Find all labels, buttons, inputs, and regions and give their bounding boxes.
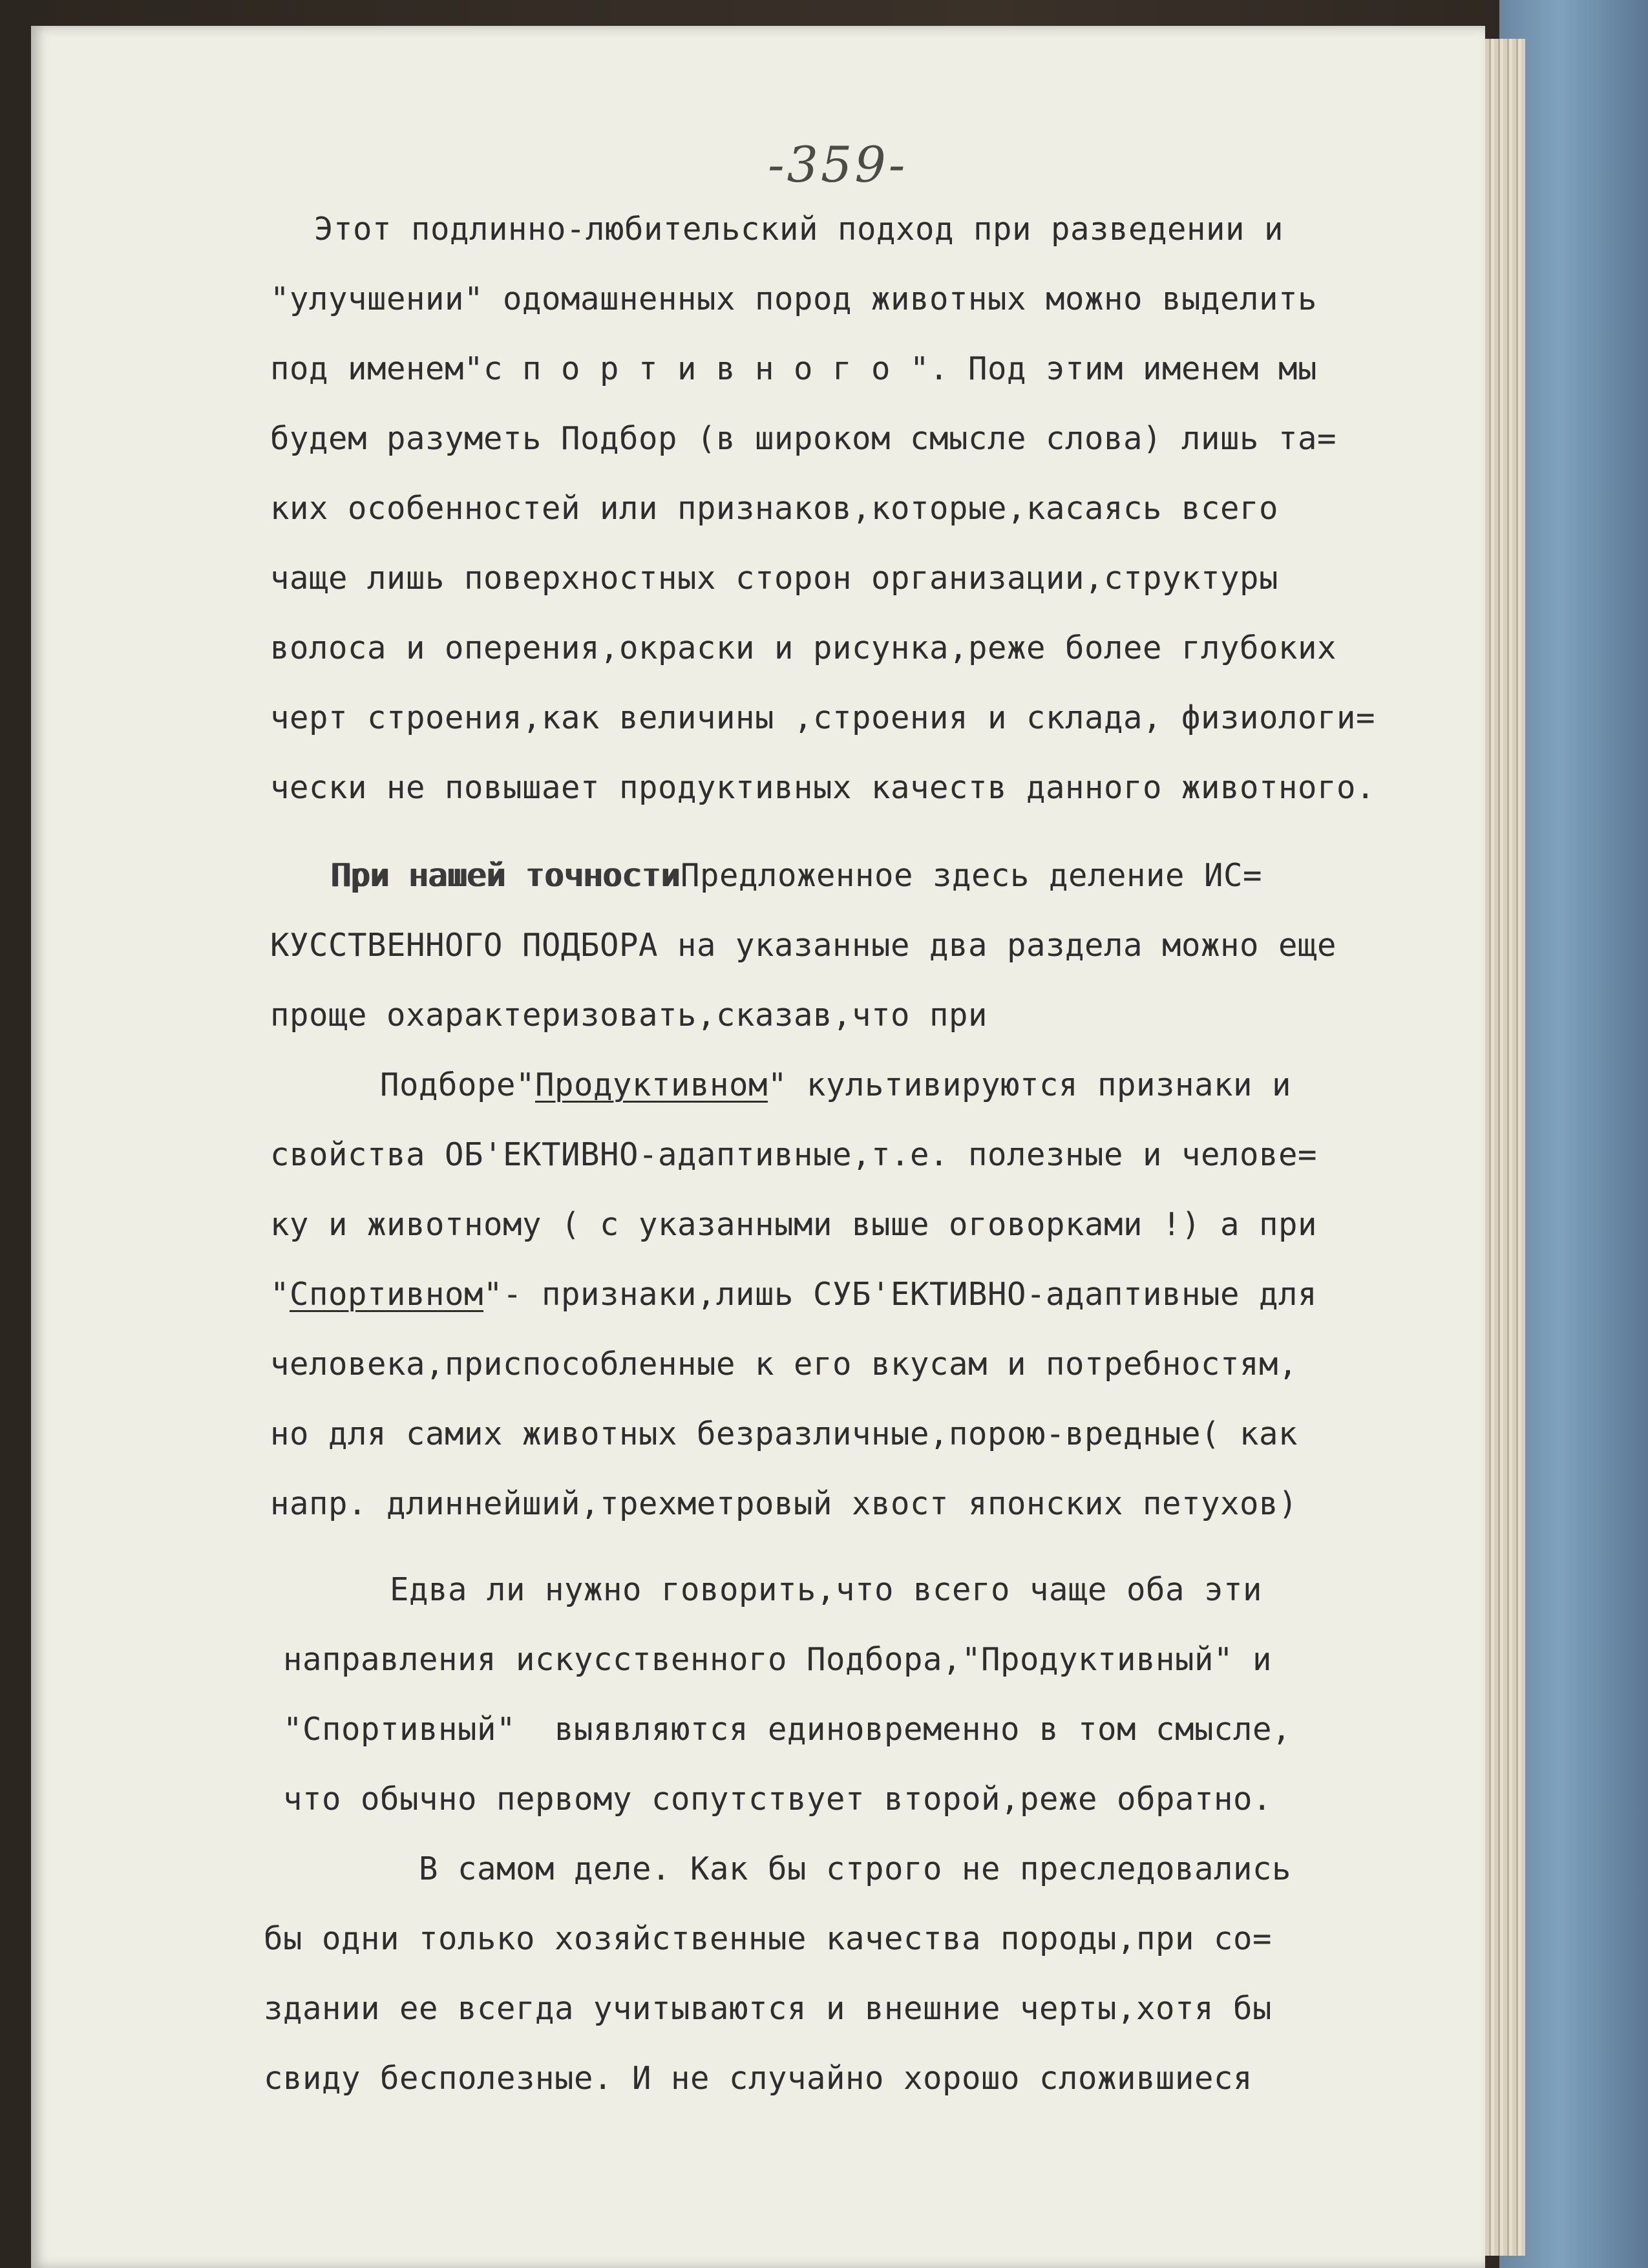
line-text: "- признаки,лишь СУБ'ЕКТИВНО-адаптивные для: [483, 1276, 1318, 1313]
text-line: черт строения,как величины ,строения и склада, физиологи=: [270, 699, 1376, 736]
typed-page: [31, 26, 1485, 2268]
text-line: человека,приспособленные к его вкусам и потребностям,: [270, 1346, 1298, 1383]
line-text: Предложенное здесь деление ИС=: [681, 857, 1263, 894]
page-number: -359-: [768, 136, 908, 193]
text-line: ку и животному ( с указанными выше оговорками !) а при: [270, 1206, 1318, 1243]
text-line: "улучшении" одомашненных пород животных можно выделить: [270, 281, 1318, 317]
text-line: под именем"с п о р т и в н о г о ". Под этим именем мы: [270, 350, 1318, 387]
underlined-term: Спортивном: [290, 1276, 484, 1313]
text-line: Этот подлинно-любительский подход при разведении и: [314, 211, 1284, 248]
text-line: свиду бесполезные. И не случайно хорошо сложившиеся: [264, 2060, 1253, 2097]
text-line: направления искусственного Подбора,"Продуктивный" и: [283, 1641, 1273, 1678]
text-line: свойства ОБ'ЕКТИВНО-адаптивные,т.е. полезные и челове=: [270, 1136, 1318, 1173]
text-line: В самом деле. Как бы строго не преследовались: [419, 1850, 1292, 1887]
text-line: волоса и оперения,окраски и рисунка,реже более глубоких: [270, 630, 1337, 666]
struck-out-text: При нашей точности: [332, 857, 681, 894]
text-line: "Спортивный" выявляются единовременно в том смысле,: [283, 1711, 1292, 1748]
text-line: напр. длиннейший,трехметровый хвост японских петухов): [270, 1485, 1298, 1522]
text-line: проще охарактеризовать,сказав,что при: [270, 997, 988, 1033]
line-text: ": [270, 1276, 290, 1313]
text-line: что обычно первому сопутствует второй,реже обратно.: [283, 1781, 1273, 1818]
text-line: [332, 857, 1263, 894]
text-line: КУССТВЕННОГО ПОДБОРА на указанные два раздела можно еще: [270, 927, 1337, 964]
text-line: [380, 1066, 1292, 1103]
text-line: бы одни только хозяйственные качества породы,при со=: [264, 1920, 1273, 1957]
text-line: здании ее всегда учитываются и внешние черты,хотя бы: [264, 1990, 1273, 2027]
text-line: чески не повышает продуктивных качеств данного животного.: [270, 769, 1376, 806]
line-text: Подборе": [380, 1066, 536, 1103]
line-text: " культивируются признаки и: [768, 1066, 1292, 1103]
text-line: ких особенностей или признаков,которые,касаясь всего: [270, 490, 1279, 527]
text-line: [270, 1276, 1318, 1313]
underlined-term: Продуктивном: [535, 1066, 768, 1103]
text-line: но для самих животных безразличные,порою-вредные( как: [270, 1415, 1298, 1452]
text-line: Едва ли нужно говорить,что всего чаще оба эти: [390, 1571, 1263, 1608]
text-line: будем разуметь Подбор (в широком смысле слова) лишь та=: [270, 420, 1337, 457]
text-line: чаще лишь поверхностных сторон организации,структуры: [270, 560, 1279, 597]
